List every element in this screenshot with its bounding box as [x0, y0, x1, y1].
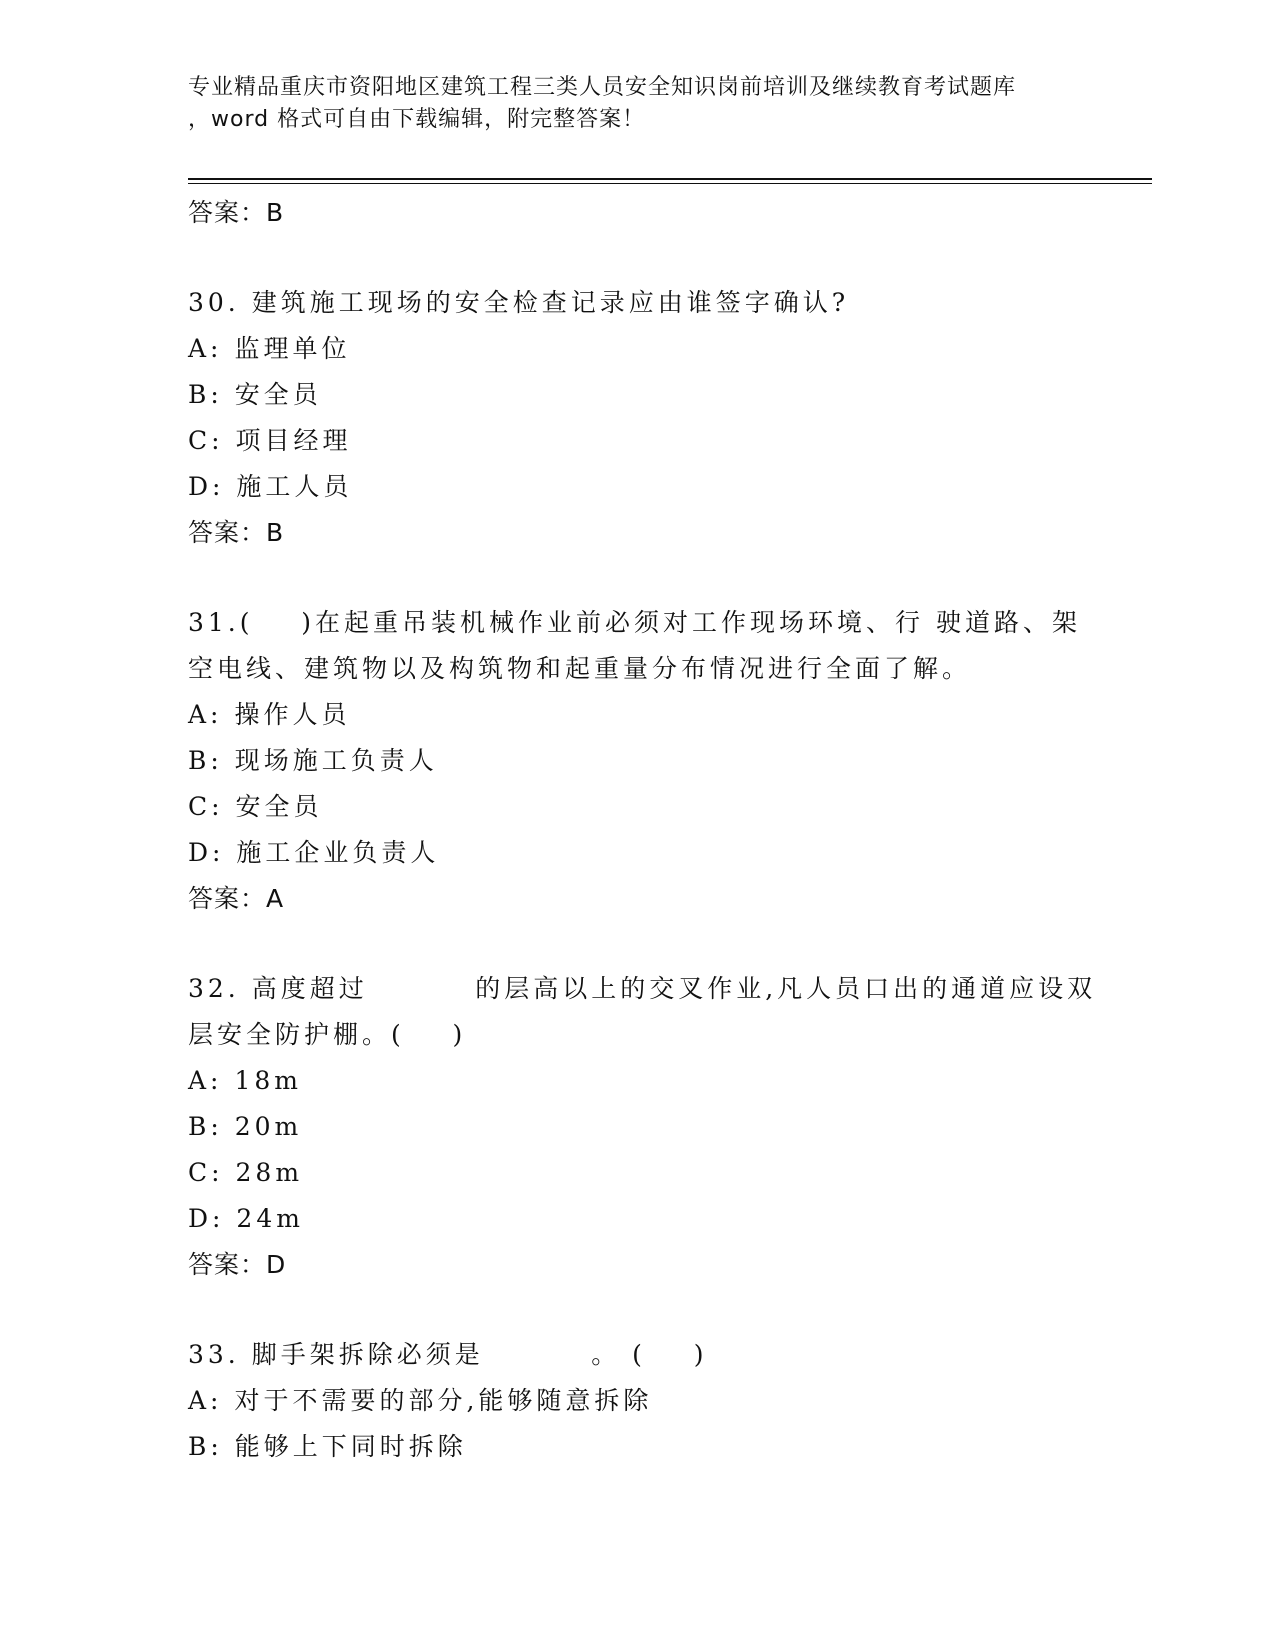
option-item [188, 418, 1108, 464]
option-key: A: [188, 700, 223, 729]
question-block [188, 600, 1108, 922]
document-header [188, 72, 1108, 136]
header-divider-thin [188, 183, 1152, 184]
header-line-2: ，word 格式可自由下载编辑，附完整答案！ [188, 107, 646, 132]
option-item [188, 738, 1108, 784]
option-key: C: [188, 1158, 224, 1187]
option-text: 安全员 [234, 380, 322, 409]
header-line-1: 专业精品重庆市资阳地区建筑工程三类人员安全知识岗前培训及继续教育考试题库 [188, 75, 1017, 100]
option-key: D: [188, 1204, 225, 1233]
question-text [188, 600, 1108, 692]
option-key: D: [188, 472, 225, 501]
option-item [188, 1196, 1108, 1242]
answer-line: 答案：B [188, 518, 285, 547]
question-text-line: 空电线、建筑物以及构筑物和起重量分布情况进行全面了解。 [188, 654, 972, 683]
option-key: B: [188, 746, 223, 775]
header-divider [188, 178, 1152, 180]
question-text [188, 280, 1108, 326]
answer-line: 答案：A [188, 884, 285, 913]
option-item [188, 464, 1108, 510]
option-key: A: [188, 1386, 223, 1415]
option-text: 项目经理 [235, 426, 352, 455]
option-key: B: [188, 1112, 223, 1141]
option-text: 施工人员 [236, 472, 353, 501]
option-key: A: [188, 334, 223, 363]
answer-line: 答案：B [188, 198, 285, 227]
question-text-line: 32. 高度超过 的层高以上的交叉作业,凡人员口出的通道应设双 [188, 974, 1097, 1003]
option-item [188, 1378, 1108, 1424]
option-text: 监理单位 [234, 334, 351, 363]
option-key: C: [188, 792, 224, 821]
option-item [188, 784, 1108, 830]
option-text: 操作人员 [234, 700, 351, 729]
option-item [188, 1424, 1108, 1470]
option-item [188, 830, 1108, 876]
question-block [188, 966, 1108, 1288]
option-text: 18m [234, 1066, 302, 1095]
question-text [188, 966, 1108, 1058]
option-text: 现场施工负责人 [234, 746, 438, 775]
option-text: 28m [235, 1158, 304, 1187]
option-item [188, 1058, 1108, 1104]
question-text-line: 30. 建筑施工现场的安全检查记录应由谁签字确认? [188, 288, 850, 317]
option-item [188, 1150, 1108, 1196]
option-key: B: [188, 380, 223, 409]
option-text: 对于不需要的部分,能够随意拆除 [234, 1386, 653, 1415]
option-text: 施工企业负责人 [236, 838, 440, 867]
question-text-line: 层安全防护棚。( ) [188, 1020, 467, 1049]
option-text: 能够上下同时拆除 [234, 1432, 467, 1461]
option-item [188, 372, 1108, 418]
question-list [188, 190, 1108, 1470]
option-item [188, 692, 1108, 738]
option-item [188, 1104, 1108, 1150]
option-key: A: [188, 1066, 223, 1095]
option-text: 20m [234, 1112, 303, 1141]
option-text: 安全员 [235, 792, 323, 821]
question-block [188, 280, 1108, 556]
question-block [188, 1332, 1108, 1470]
question-text [188, 1332, 1108, 1378]
answer-line: 答案：D [188, 1250, 287, 1279]
question-text-line: 31.( )在起重吊装机械作业前必须对工作现场环境、行 驶道路、架 [188, 608, 1082, 637]
option-text: 24m [236, 1204, 304, 1233]
question-text-line: 33. 脚手架拆除必须是 。 ( ) [188, 1340, 708, 1369]
option-item [188, 326, 1108, 372]
option-key: D: [188, 838, 225, 867]
option-key: B: [188, 1432, 223, 1461]
option-key: C: [188, 426, 224, 455]
